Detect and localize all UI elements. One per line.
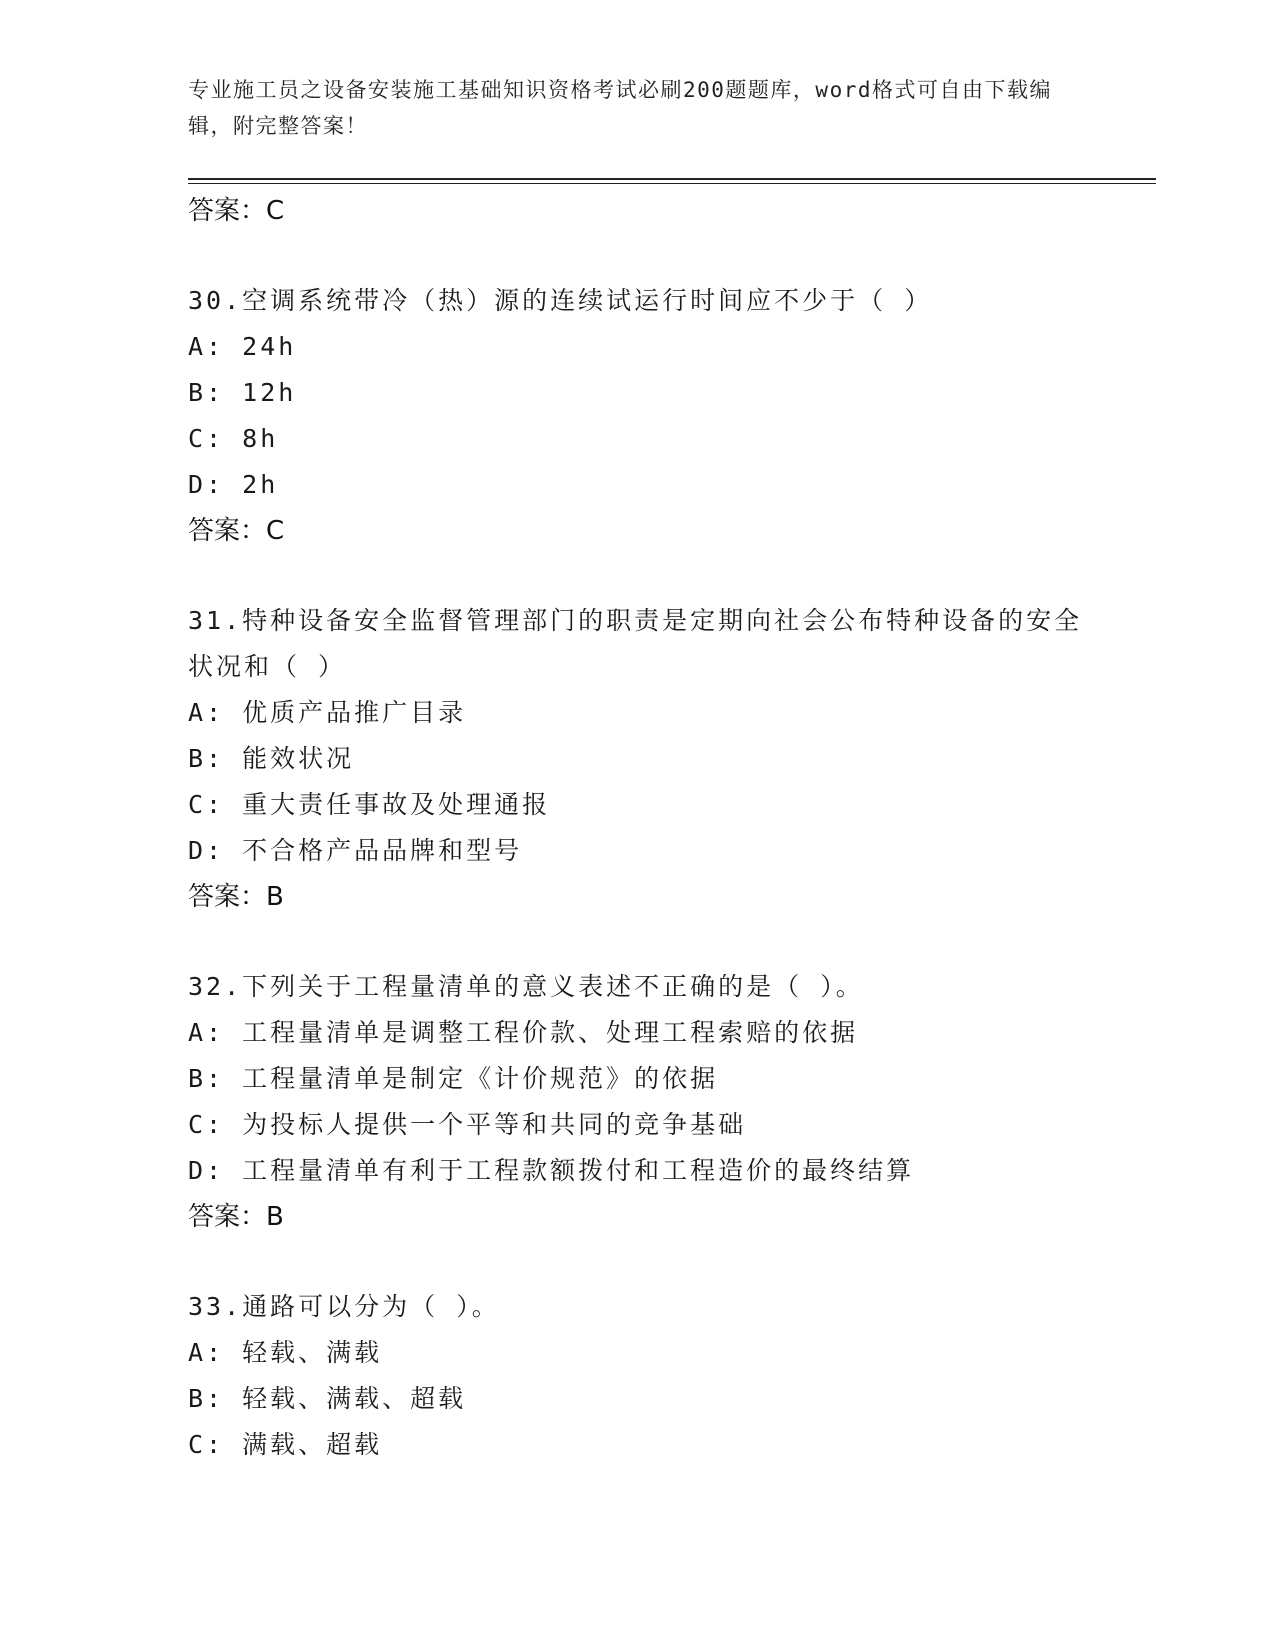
option-b: B: 能效状况 [188, 744, 355, 773]
option-c: C: 满载、超载 [188, 1430, 383, 1459]
question-stem: 31.特种设备安全监督管理部门的职责是定期向社会公布特种设备的安全状况和（ ） [188, 606, 1083, 681]
question-stem: 33.通路可以分为（ ）。 [188, 1292, 500, 1321]
header-divider-thin [188, 183, 1156, 184]
header-divider-thick [188, 178, 1156, 180]
question-block [188, 964, 1088, 1240]
option-d: D: 不合格产品品牌和型号 [188, 836, 523, 865]
option-d: D: 工程量清单有利于工程款额拨付和工程造价的最终结算 [188, 1156, 915, 1185]
option-c: C: 8h [188, 424, 279, 453]
question-block [188, 598, 1088, 920]
answer-line: 答案：B [188, 1202, 284, 1232]
question-stem: 32.下列关于工程量清单的意义表述不正确的是（ ）。 [188, 972, 864, 1001]
option-b: B: 12h [188, 378, 297, 407]
option-c: C: 重大责任事故及处理通报 [188, 790, 551, 819]
question-stem: 30.空调系统带冷（热）源的连续试运行时间应不少于（ ） [188, 286, 933, 315]
option-c: C: 为投标人提供一个平等和共同的竞争基础 [188, 1110, 747, 1139]
answer-line: 答案：C [188, 196, 285, 226]
option-d: D: 2h [188, 470, 279, 499]
answer-line: 答案：B [188, 882, 284, 912]
option-a: A: 优质产品推广目录 [188, 698, 467, 727]
question-block [188, 1284, 1088, 1468]
question-list [188, 188, 1088, 1468]
option-b: B: 轻载、满载、超载 [188, 1384, 467, 1413]
option-a: A: 轻载、满载 [188, 1338, 383, 1367]
option-a: A: 24h [188, 332, 297, 361]
question-block [188, 278, 1088, 554]
option-b: B: 工程量清单是制定《计价规范》的依据 [188, 1064, 719, 1093]
document-header-title: 专业施工员之设备安装施工基础知识资格考试必刷200题题库，word格式可自由下载编辑，附完整答案！ [188, 78, 1052, 138]
answer-line: 答案：C [188, 516, 285, 546]
option-a: A: 工程量清单是调整工程价款、处理工程索赔的依据 [188, 1018, 859, 1047]
